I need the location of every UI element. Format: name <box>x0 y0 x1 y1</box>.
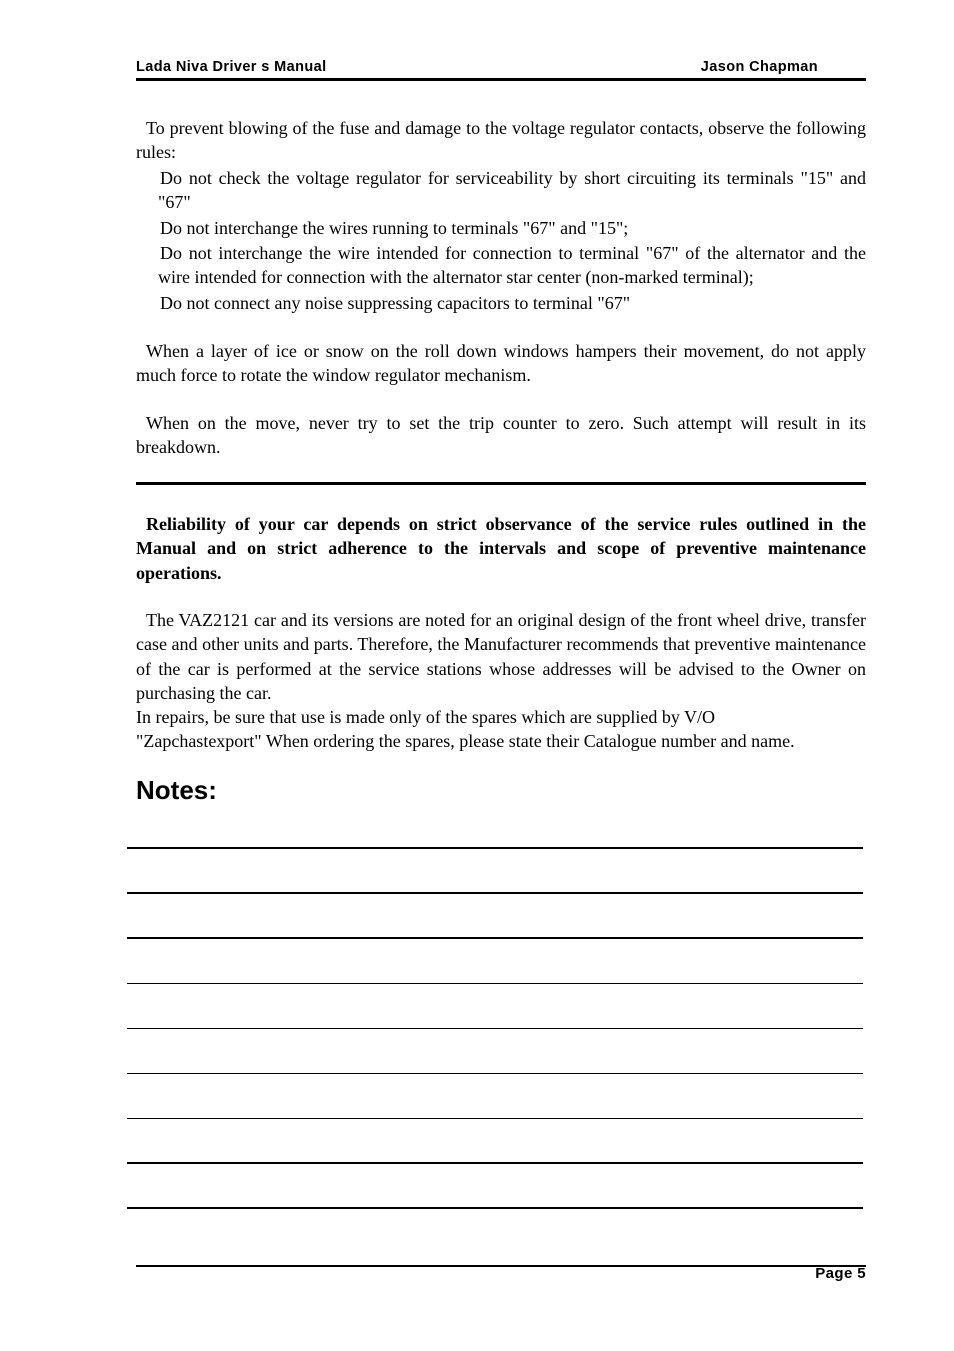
rule-item-2: Do not interchange the wires running to terminals "67" and "15"; <box>160 218 629 238</box>
note-writing-line <box>127 1118 863 1119</box>
vaz-maintenance-text: The VAZ2121 car and its versions are noted for an original design of the front wheel drive, transfer case and other units and parts. Therefore, the Manufacturer recommends that preventive maintenance of the car is performed at the service stations whose addresses will be advised to the Owner on purchasing the car. <box>136 610 866 703</box>
repairs-line-2: "Zapchastexport" When ordering the spares, please state their Catalogue number and name. <box>136 731 795 751</box>
trip-counter-paragraph <box>136 411 866 460</box>
section-divider <box>136 482 866 485</box>
note-writing-line <box>127 847 863 849</box>
author-name: Jason Chapman <box>700 59 818 75</box>
notes-heading: Notes: <box>136 775 217 805</box>
note-writing-line <box>127 1073 863 1074</box>
repairs-line-1: In repairs, be sure that use is made only of the spares which are supplied by V/O <box>136 707 716 727</box>
note-writing-line <box>127 892 863 894</box>
rule-item-3: Do not interchange the wire intended for connection to terminal "67" of the alternator and the wire intended for connection with the alternator star center (non-marked terminal); <box>158 243 866 288</box>
trip-counter-text: When on the move, never try to set the trip counter to zero. Such attempt will result in its breakdown. <box>136 413 866 458</box>
fuse-rules-intro-text: To prevent blowing of the fuse and damage to the voltage regulator contacts, observe the following rules: <box>136 118 866 163</box>
manual-title: Lada Niva Driver s Manual <box>136 59 327 75</box>
ice-warning-text: When a layer of ice or snow on the roll down windows hampers their movement, do not apply much force to rotate the window regulator mechanism. <box>136 341 866 386</box>
page-header <box>136 56 866 81</box>
note-writing-line <box>127 1207 863 1209</box>
note-writing-line <box>127 1028 863 1029</box>
page-number: Page 5 <box>815 1265 866 1282</box>
reliability-paragraph <box>136 512 866 585</box>
vaz-maintenance-paragraph <box>136 608 866 705</box>
note-writing-line <box>127 1162 863 1164</box>
footer-rule <box>136 1265 866 1267</box>
note-writing-line <box>127 983 863 984</box>
fuse-rules-intro <box>136 116 866 165</box>
rule-item-4: Do not connect any noise suppressing capacitors to terminal "67" <box>160 293 631 313</box>
note-writing-line <box>127 937 863 939</box>
rule-item-1: Do not check the voltage regulator for serviceability by short circuiting its terminals "15" and "67" <box>158 168 866 213</box>
ice-warning-paragraph <box>136 339 866 388</box>
reliability-text: Reliability of your car depends on strict observance of the service rules outlined in the Manual and on strict adherence to the intervals and scope of preventive maintenance operations. <box>136 514 866 583</box>
